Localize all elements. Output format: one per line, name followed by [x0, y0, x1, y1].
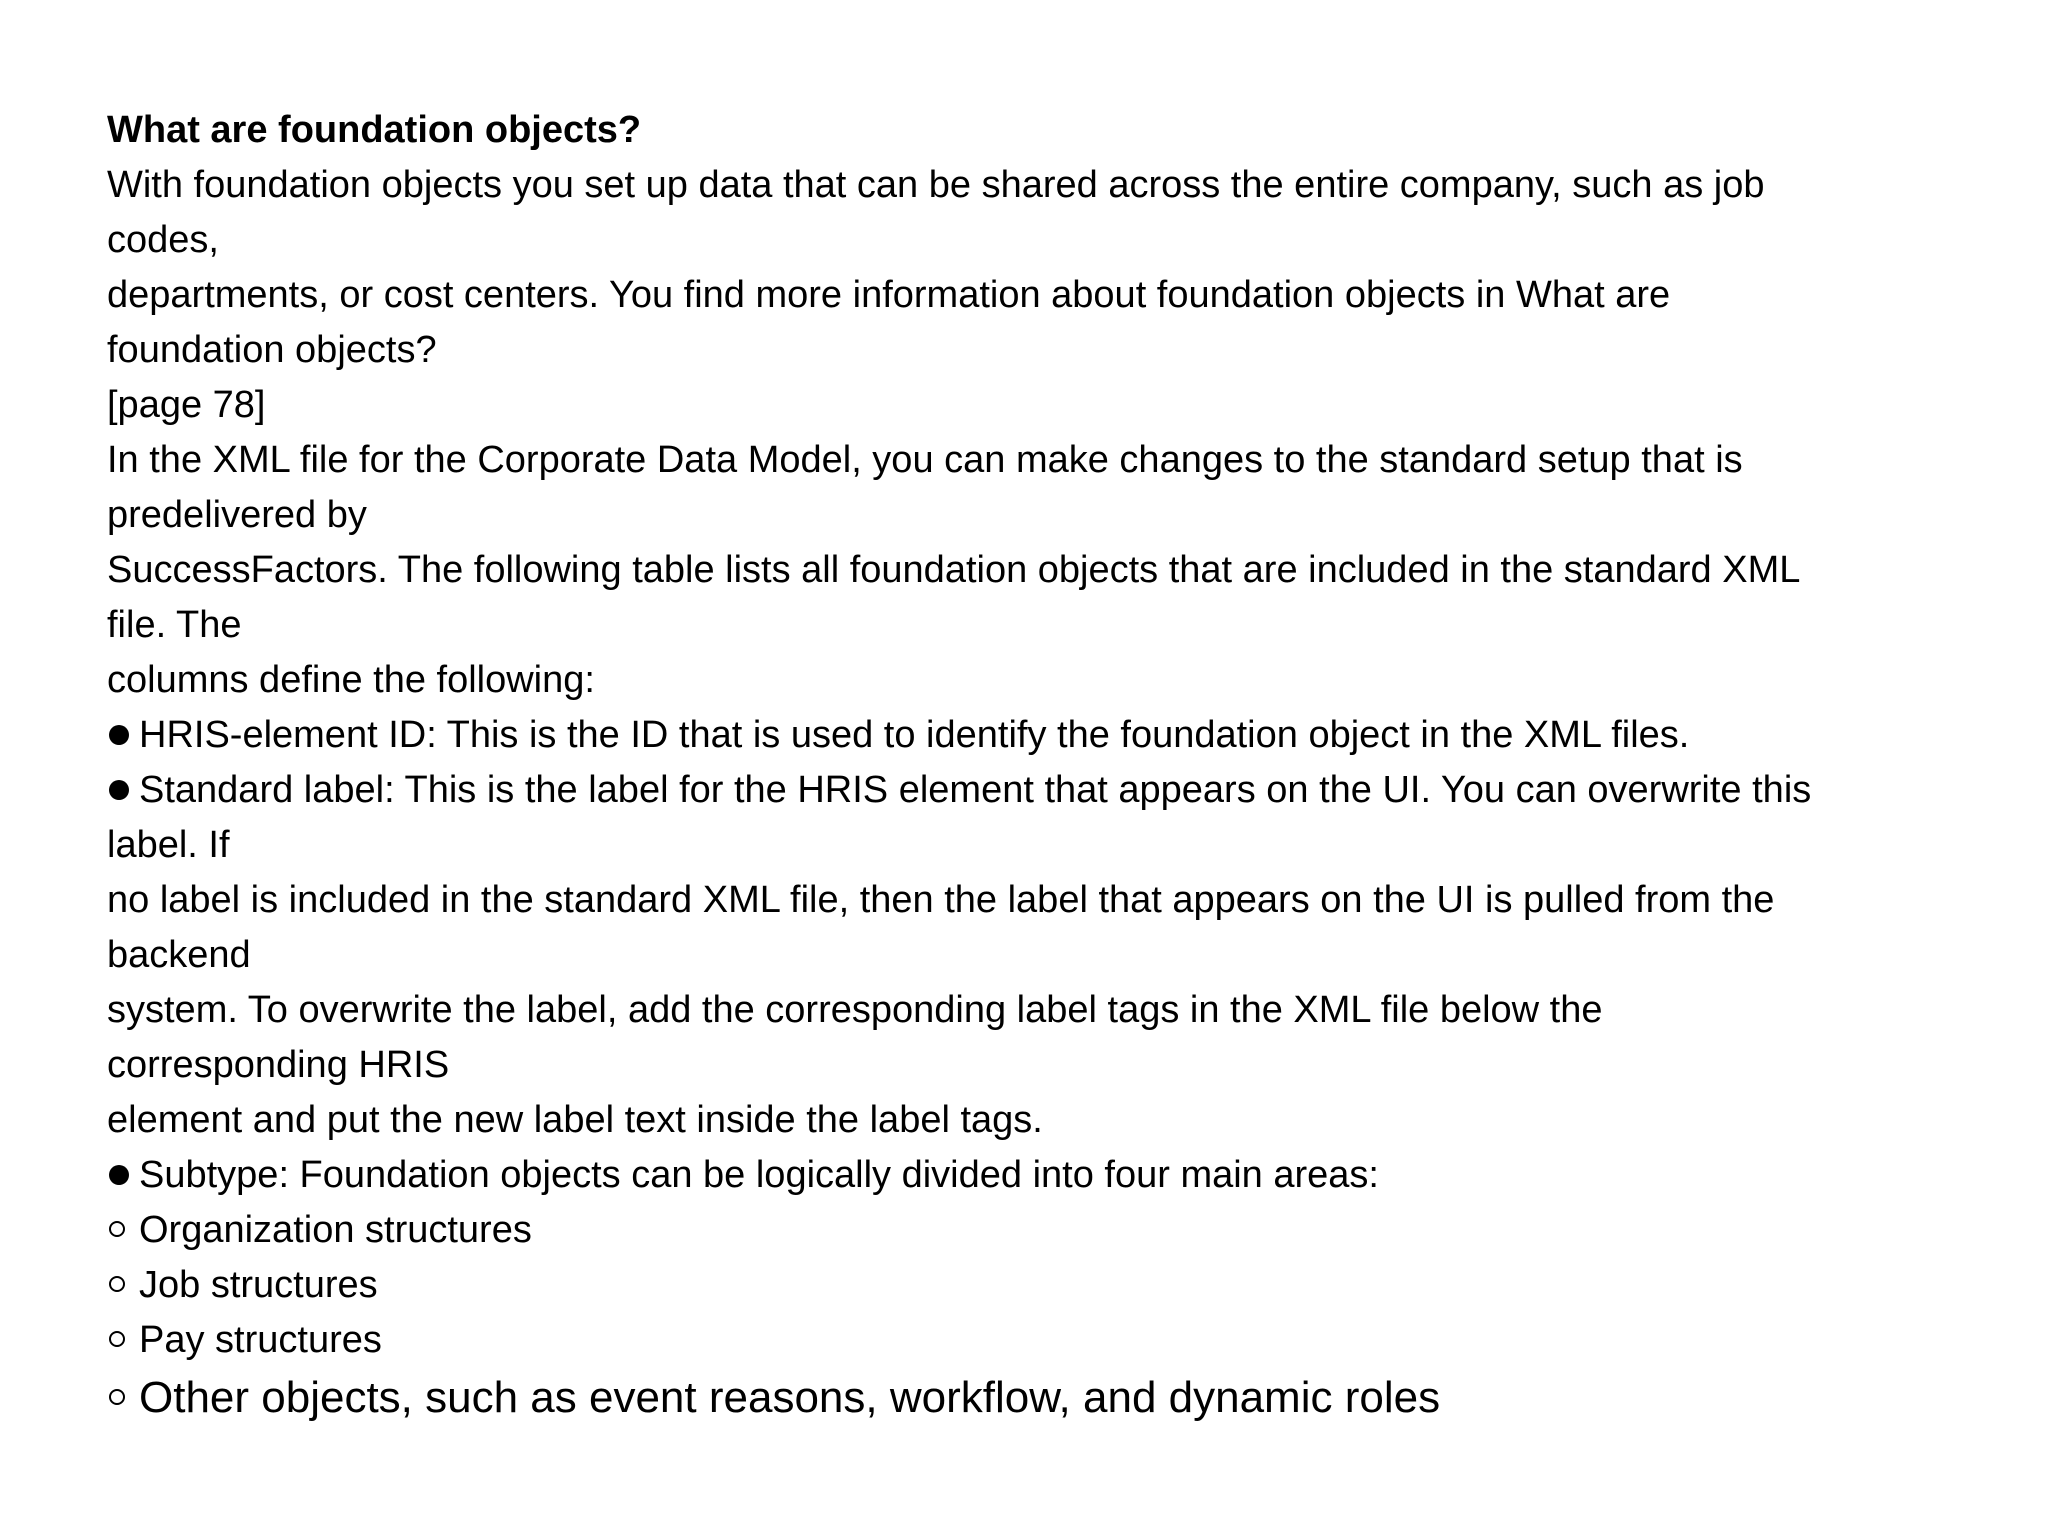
sub-bullet-text: Pay structures [139, 1319, 382, 1361]
sub-bullet-item [107, 1258, 2007, 1313]
paragraph-line: codes, [107, 219, 219, 261]
sub-bullet-text: Organization structures [139, 1209, 532, 1251]
page-reference: [page 78] [107, 384, 266, 426]
bullet-item [107, 708, 2007, 763]
paragraph-line: system. To overwrite the label, add the corresponding label tags in the XML file below the [107, 989, 1603, 1031]
document-page [107, 103, 2007, 1428]
filled-bullet-icon [109, 1165, 129, 1185]
hollow-bullet-icon [109, 1276, 125, 1292]
hollow-bullet-icon [109, 1221, 125, 1237]
paragraph-line: no label is included in the standard XML file, then the label that appears on the UI is pulled from the [107, 879, 1775, 921]
paragraph-line: file. The [107, 604, 242, 646]
paragraph-line: corresponding HRIS [107, 1044, 450, 1086]
section-heading: What are foundation objects? [107, 109, 642, 151]
paragraph-line: backend [107, 934, 251, 976]
filled-bullet-icon [109, 780, 129, 800]
paragraph-line: columns define the following: [107, 659, 595, 701]
hollow-bullet-icon [109, 1389, 125, 1405]
paragraph-line: foundation objects? [107, 329, 437, 371]
bullet-text: HRIS-element ID: This is the ID that is used to identify the foundation object in the XML files. [139, 714, 1690, 756]
bullet-item [107, 763, 2007, 818]
filled-bullet-icon [109, 725, 129, 745]
paragraph-line: label. If [107, 824, 230, 866]
bullet-text: Subtype: Foundation objects can be logically divided into four main areas: [139, 1154, 1379, 1196]
paragraph-line: predelivered by [107, 494, 367, 536]
sub-bullet-item [107, 1203, 2007, 1258]
paragraph-line: With foundation objects you set up data that can be shared across the entire company, such as job [107, 164, 1765, 206]
bullet-text: Standard label: This is the label for the HRIS element that appears on the UI. You can overwrite this [139, 769, 1812, 811]
paragraph-line: SuccessFactors. The following table lists all foundation objects that are included in the standard XML [107, 549, 1801, 591]
sub-bullet-text: Other objects, such as event reasons, workflow, and dynamic roles [139, 1373, 1441, 1422]
sub-bullet-text: Job structures [139, 1264, 378, 1306]
paragraph-line: In the XML file for the Corporate Data Model, you can make changes to the standard setup that is [107, 439, 1743, 481]
paragraph-line: element and put the new label text inside the label tags. [107, 1099, 1043, 1141]
sub-bullet-item [107, 1368, 2007, 1428]
sub-bullet-item [107, 1313, 2007, 1368]
paragraph-line: departments, or cost centers. You find more information about foundation objects in What are [107, 274, 1671, 316]
bullet-item [107, 1148, 2007, 1203]
hollow-bullet-icon [109, 1331, 125, 1347]
